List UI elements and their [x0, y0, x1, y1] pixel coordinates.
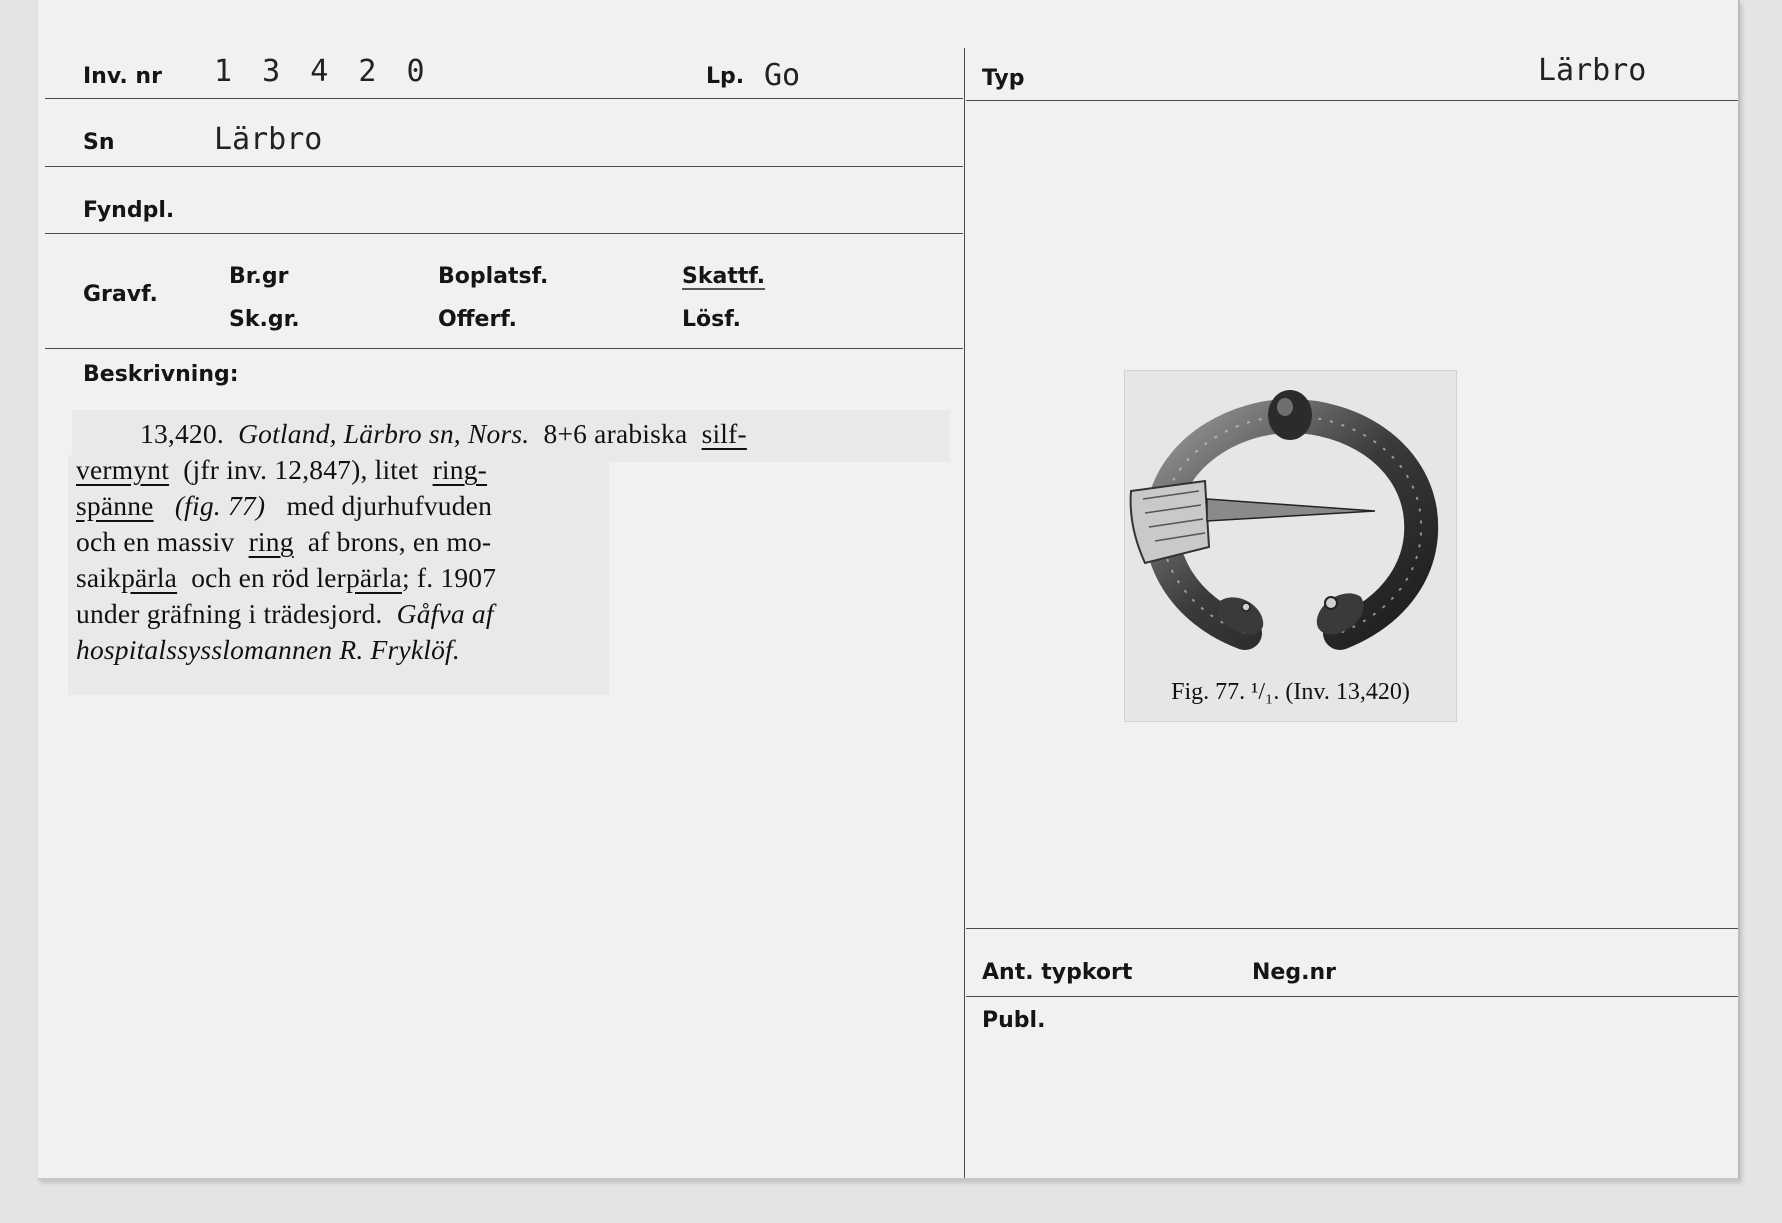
rule-fyndpl — [45, 233, 963, 234]
rule-publ — [966, 996, 1738, 997]
sn-value: Lärbro — [214, 122, 323, 157]
lp-label: Lp. — [706, 64, 745, 89]
ring-brooch-icon — [1125, 371, 1456, 671]
desc-line-2: vermynt (jfr inv. 12,847), litet ring- — [76, 454, 488, 485]
desc-line-7: hospitalssysslomannen R. Fryklöf. — [76, 634, 460, 665]
description-text — [68, 410, 950, 695]
losf-label: Lösf. — [682, 307, 741, 332]
publ-label: Publ. — [982, 1008, 1046, 1033]
column-divider — [964, 48, 965, 1178]
inv-nr-value: 1 3 4 2 0 — [214, 54, 431, 89]
desc-line-3: spänne (fig. 77) med djurhufvuden — [76, 490, 493, 521]
rule-typ — [966, 100, 1738, 101]
rule-ant-typkort-top — [966, 928, 1738, 929]
sn-label: Sn — [83, 130, 115, 155]
rule-inv — [45, 98, 963, 99]
figure-caption: Fig. 77. ¹/₁. (Inv. 13,420) — [1171, 679, 1410, 705]
ant-typkort-label: Ant. typkort — [982, 960, 1133, 985]
lp-value: Go — [764, 58, 801, 93]
skattf-label: Skattf. — [682, 264, 766, 289]
skgr-label: Sk.gr. — [229, 307, 300, 332]
desc-line-4: och en massiv ring af brons, en mo- — [76, 526, 492, 557]
desc-line-6: under gräfning i trädesjord. Gåfva af — [76, 598, 494, 629]
typ-label: Typ — [982, 66, 1025, 91]
rule-gravf — [45, 348, 963, 349]
rule-sn — [45, 166, 963, 167]
brgr-label: Br.gr — [229, 264, 289, 289]
typ-value: Lärbro — [1538, 53, 1647, 88]
offerf-label: Offerf. — [438, 307, 518, 332]
inv-nr-label: Inv. nr — [83, 64, 162, 89]
figure-clip — [1124, 370, 1457, 722]
desc-line-5: saikpärla och en röd lerpärla; f. 1907 — [76, 562, 497, 593]
beskrivning-label: Beskrivning: — [83, 362, 239, 387]
gravf-label: Gravf. — [83, 282, 158, 307]
fyndpl-label: Fyndpl. — [83, 198, 175, 223]
desc-line-1: 13,420. Gotland, Lärbro sn, Nors. 8+6 arabiska silf- — [140, 418, 747, 449]
neg-nr-label: Neg.nr — [1252, 960, 1336, 985]
boplatsf-label: Boplatsf. — [438, 264, 549, 289]
